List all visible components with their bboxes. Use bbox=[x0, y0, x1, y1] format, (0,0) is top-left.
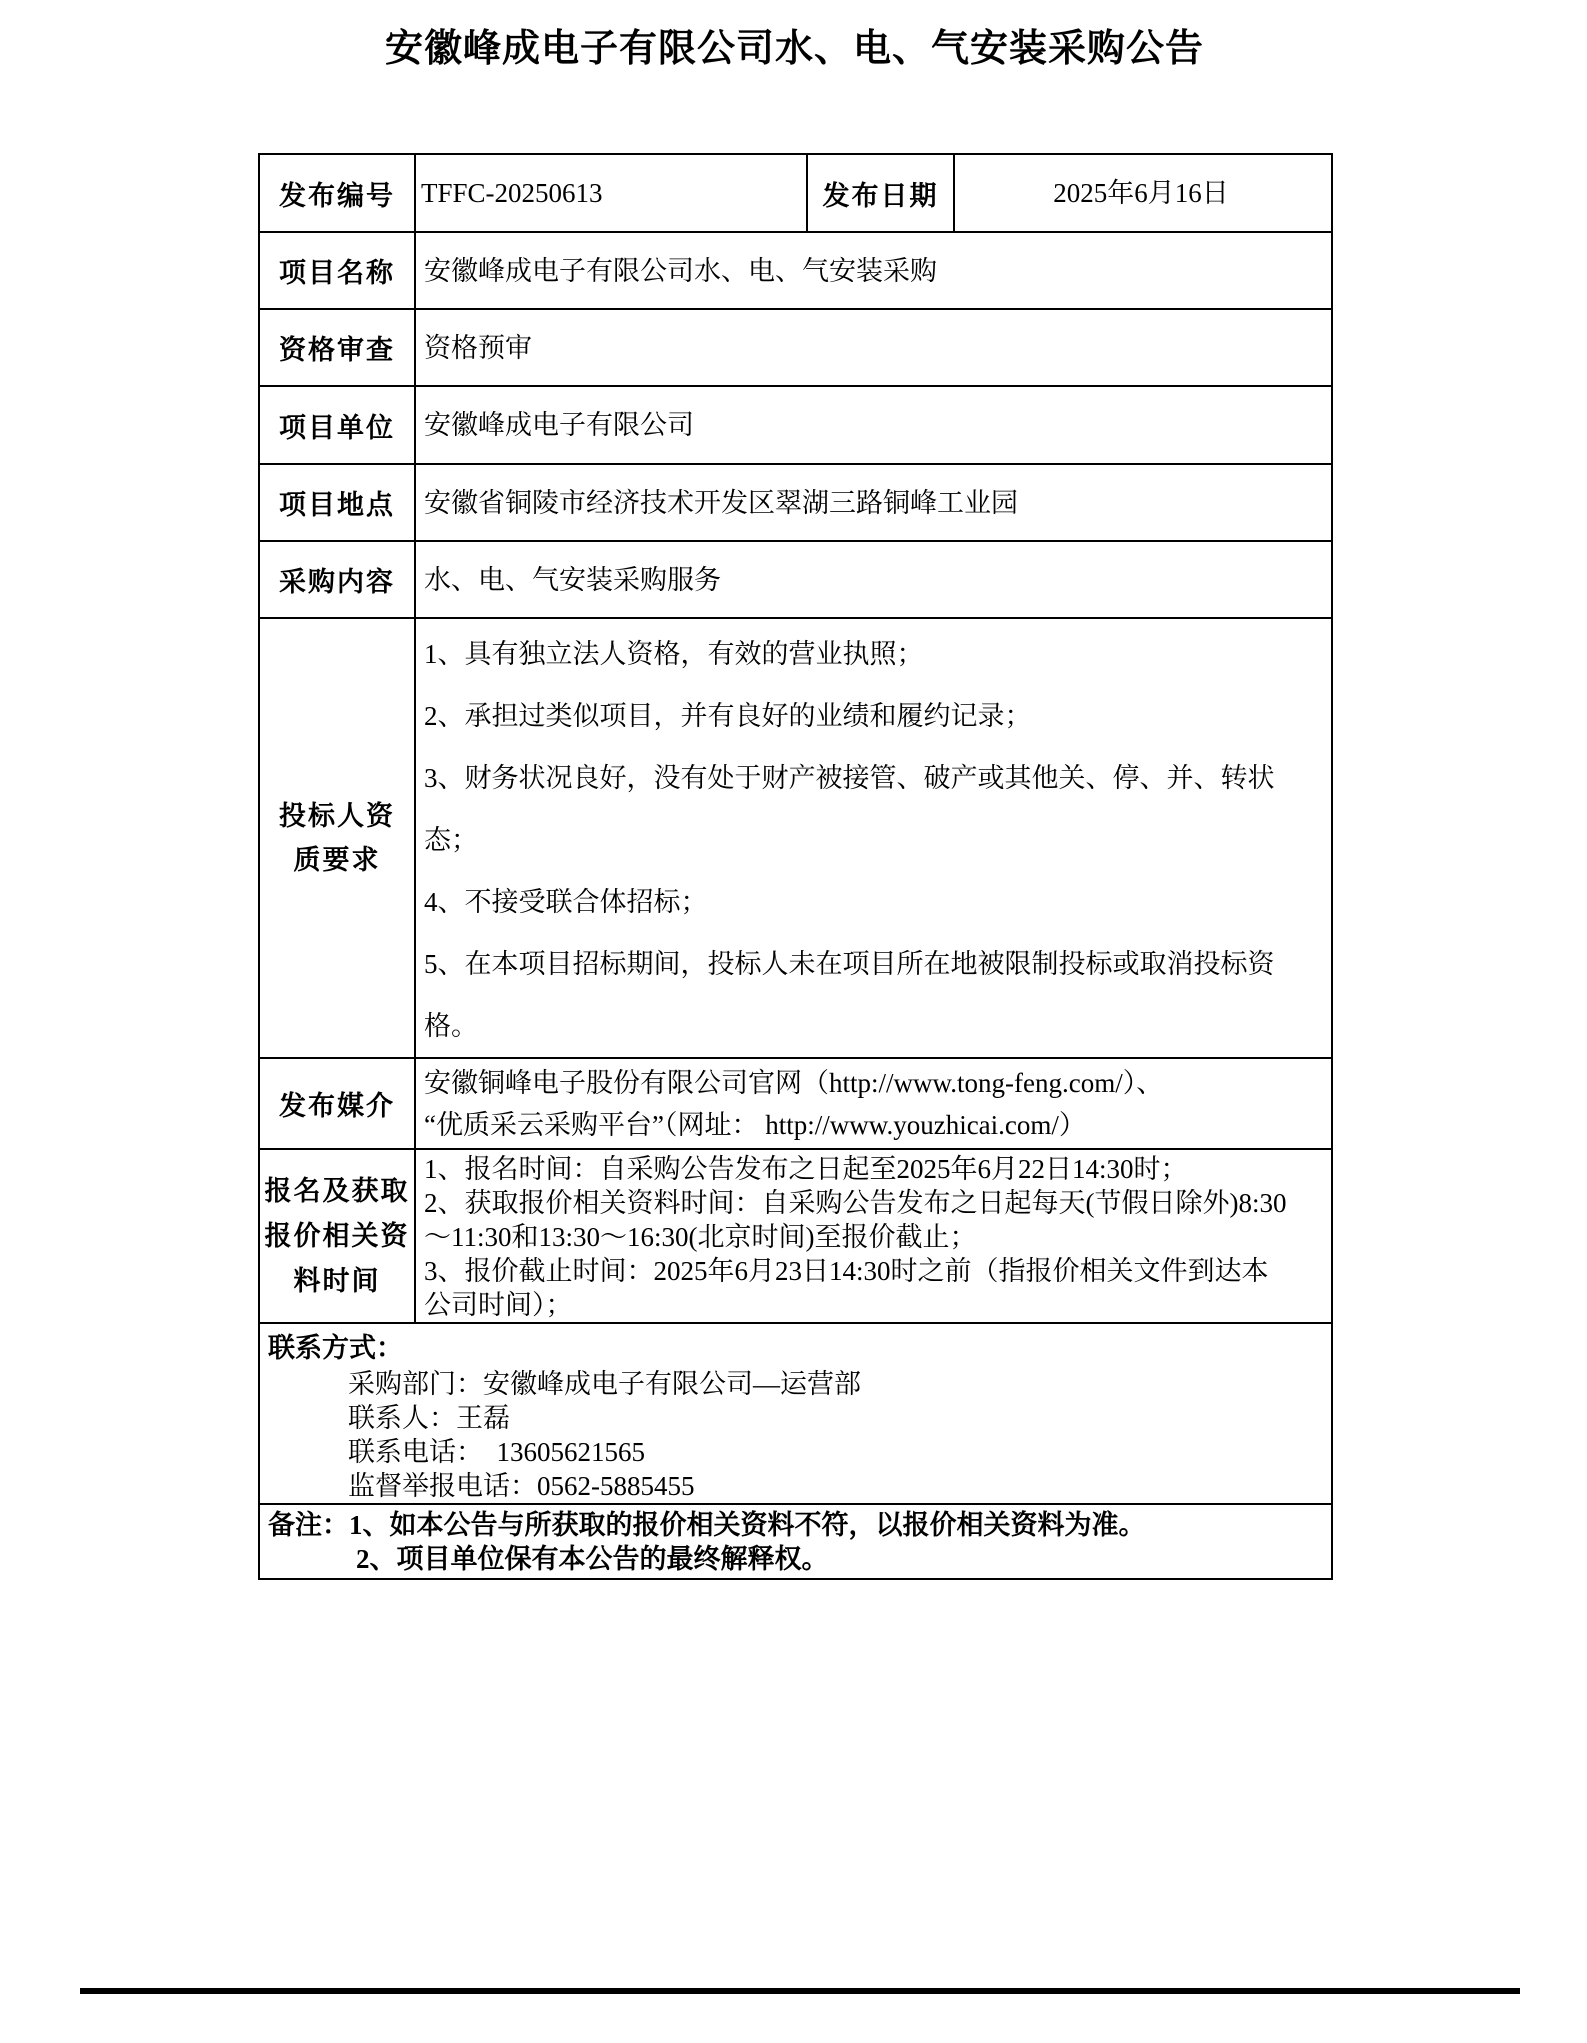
remarks-line2: 2、项目单位保有本公告的最终解释权。 bbox=[356, 1544, 829, 1574]
value-bidder-qualification bbox=[415, 618, 1332, 1058]
qualification-item: 3、财务状况良好，没有处于财产被接管、破产或其他关、停、并、转状态； bbox=[424, 763, 1275, 855]
remarks-line1: 备注：1、如本公告与所获取的报价相关资料不符，以报价相关资料为准。 bbox=[268, 1510, 1146, 1540]
qualification-item: 1、具有独立法人资格，有效的营业执照； bbox=[424, 639, 924, 669]
row-contact bbox=[259, 1323, 1332, 1504]
contact-person: 联系人：王磊 bbox=[348, 1403, 510, 1433]
row-bidder-qualification bbox=[259, 618, 1332, 1058]
row-project-location bbox=[259, 464, 1332, 541]
label-qualification-review: 资格审查 bbox=[259, 309, 415, 386]
row-procurement-content bbox=[259, 541, 1332, 618]
page-title: 安徽峰成电子有限公司水、电、气安装采购公告 bbox=[384, 28, 1204, 70]
value-publish-date: 2025年6月16日 bbox=[954, 154, 1332, 232]
label-project-name: 项目名称 bbox=[259, 232, 415, 309]
label-publish-number: 发布编号 bbox=[259, 154, 415, 232]
value-project-name: 安徽峰成电子有限公司水、电、气安装采购 bbox=[415, 232, 1332, 309]
row-registration-time bbox=[259, 1149, 1332, 1323]
registration-item: 3、报价截止时间：2025年6月23日14:30时之前（指报价相关文件到达本公司时间）； bbox=[424, 1256, 1269, 1320]
row-publish-media bbox=[259, 1058, 1332, 1149]
value-procurement-content: 水、电、气安装采购服务 bbox=[415, 541, 1332, 618]
label-bidder-qualification-line2: 质要求 bbox=[293, 845, 381, 875]
value-project-location: 安徽省铜陵市经济技术开发区翠湖三路铜峰工业园 bbox=[415, 464, 1332, 541]
value-publish-media bbox=[415, 1058, 1332, 1149]
value-publish-number: TFFC-20250613 bbox=[415, 154, 807, 232]
value-qualification-review: 资格预审 bbox=[415, 309, 1332, 386]
row-project-name bbox=[259, 232, 1332, 309]
row-project-unit bbox=[259, 386, 1332, 464]
value-registration-time bbox=[415, 1149, 1332, 1323]
row-remarks bbox=[259, 1504, 1332, 1579]
footer-divider bbox=[80, 1988, 1520, 1994]
label-publish-media: 发布媒介 bbox=[259, 1058, 415, 1149]
publish-media-line1: 安徽铜峰电子股份有限公司官网（http://www.tong-feng.com/）、 bbox=[424, 1067, 1164, 1098]
contact-heading: 联系方式： bbox=[268, 1333, 403, 1363]
contact-phone: 联系电话： 13605621565 bbox=[348, 1437, 645, 1467]
label-registration-time-line3: 料时间 bbox=[293, 1265, 381, 1296]
label-bidder-qualification-line1: 投标人资 bbox=[279, 801, 395, 831]
row-qualification-review bbox=[259, 309, 1332, 386]
label-registration-time-line1: 报名及获取 bbox=[264, 1175, 410, 1206]
registration-item: 2、获取报价相关资料时间：自采购公告发布之日起每天(节假日除外)8:30～11:30和13:30～16:30(北京时间)至报价截止； bbox=[424, 1188, 1287, 1252]
announcement-table bbox=[258, 153, 1333, 1580]
label-publish-date: 发布日期 bbox=[807, 154, 954, 232]
label-project-location: 项目地点 bbox=[259, 464, 415, 541]
value-project-unit: 安徽峰成电子有限公司 bbox=[415, 386, 1332, 464]
label-registration-time-line2: 报价相关资 bbox=[264, 1220, 410, 1251]
label-procurement-content: 采购内容 bbox=[259, 541, 415, 618]
row-publish-info bbox=[259, 154, 1332, 232]
remarks-section bbox=[259, 1504, 1332, 1579]
label-registration-time bbox=[259, 1149, 415, 1323]
qualification-item: 5、在本项目招标期间，投标人未在项目所在地被限制投标或取消投标资格。 bbox=[424, 949, 1275, 1041]
registration-item: 1、报名时间：自采购公告发布之日起至2025年6月22日14:30时； bbox=[424, 1154, 1188, 1184]
contact-supervision-phone: 监督举报电话：0562-5885455 bbox=[348, 1471, 695, 1501]
contact-section bbox=[259, 1323, 1332, 1504]
qualification-item: 4、不接受联合体招标； bbox=[424, 887, 708, 917]
contact-department: 采购部门：安徽峰成电子有限公司—运营部 bbox=[348, 1369, 861, 1399]
qualification-item: 2、承担过类似项目，并有良好的业绩和履约记录； bbox=[424, 701, 1032, 731]
publish-media-line2: “优质采云采购平台”（网址： http://www.youzhicai.com/） bbox=[424, 1109, 1086, 1140]
label-bidder-qualification bbox=[259, 618, 415, 1058]
label-project-unit: 项目单位 bbox=[259, 386, 415, 464]
